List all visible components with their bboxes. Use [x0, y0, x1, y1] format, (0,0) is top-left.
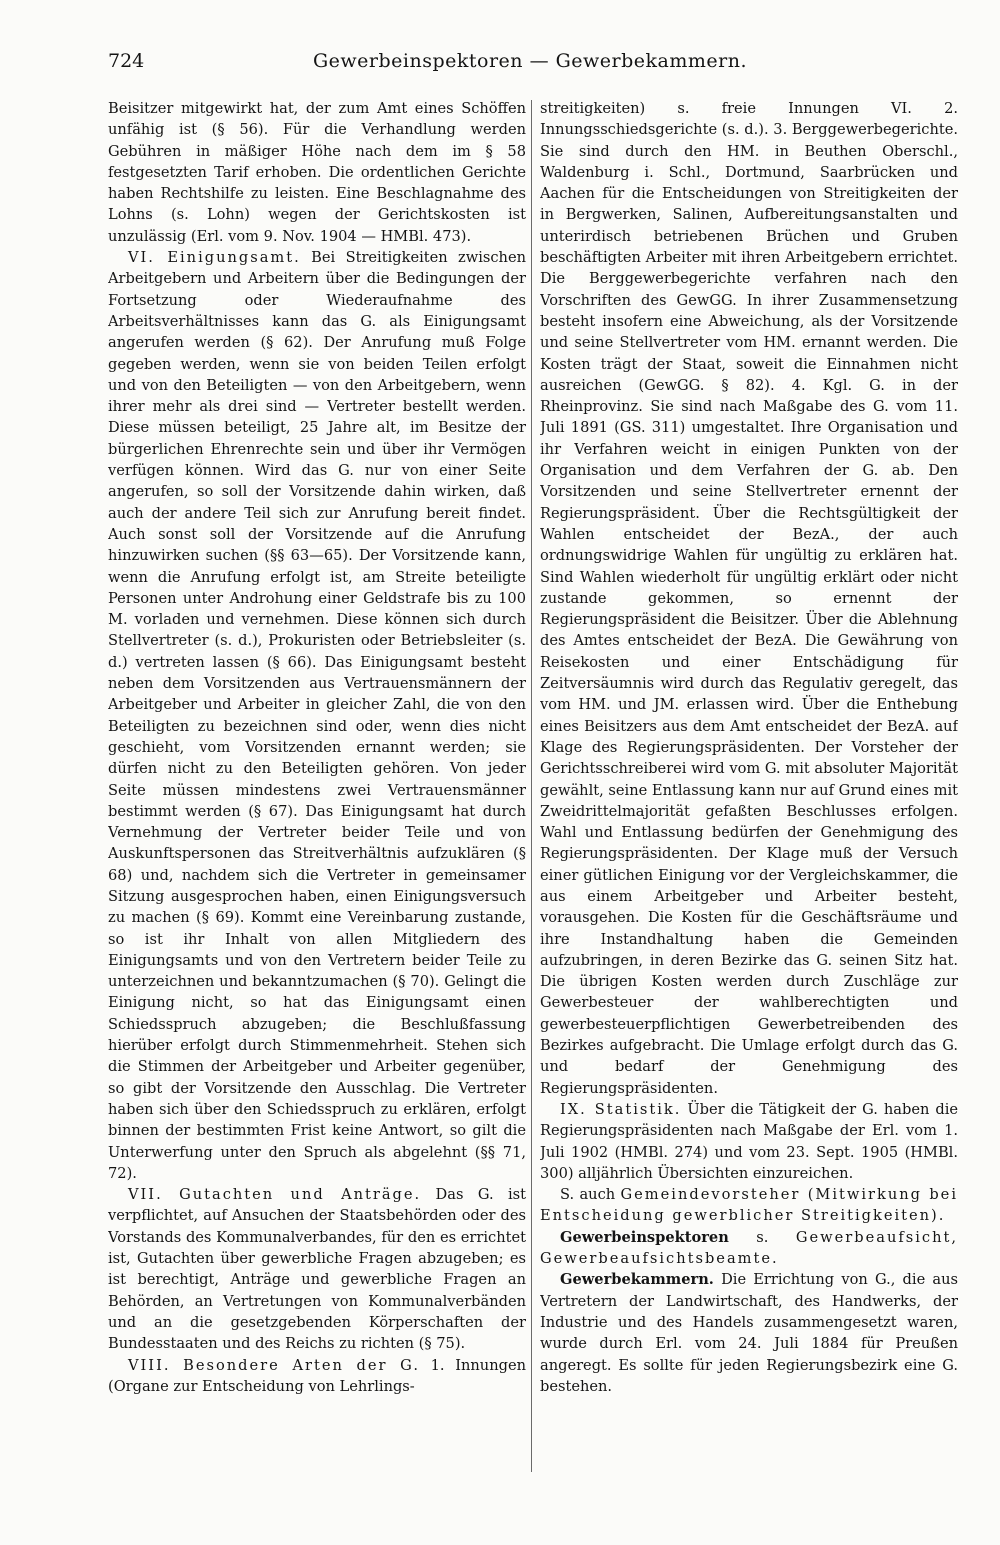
- section-statistik: [540, 1099, 958, 1184]
- paragraph-text: streitigkeiten) s. freie Innungen VI. 2. Innungsschiedsgerichte (s. d.). 3. Berggewerbegerichte. Sie sind durch den HM. in Beuthen Oberschl., Waldenburg i. Schl., Dortmund, Saarbrücken und Aachen für die Entscheidungen von Streitigkeiten der in Bergwerken, Salinen, Aufbereitungsanstalten und unterirdisch betriebenen Brüchen und Gruben beschäftigten Arbeiter mit ihren Arbeitgebern errichtet. Die Berggewerbegerichte verfahren nach den Vorschriften des GewGG. In ihrer Zusammensetzung besteht insofern eine Abweichung, als der Vorsitzende und seine Stellvertreter vom HM. ernannt werden. Die Kosten trägt der Staat, soweit die Einnahmen nicht ausreichen (GewGG. § 82). 4. Kgl. G. in der Rheinprovinz. Sie sind nach Maßgabe des G. vom 11. Juli 1891 (GS. 311) umgestaltet. Ihre Organisation und ihr Verfahren weicht in einigen Punkten von der Organisation und dem Verfahren der G. ab. Den Vorsitzenden und seine Stellvertreter ernennt der Regierungspräsident. Über die Rechtsgültigkeit der Wahlen entscheidet der BezA., der auch ordnungswidrige Wahlen für ungültig zu erklären hat. Sind Wahlen wiederholt für ungültig erklärt oder nicht zustande gekommen, so ernennt der Regierungspräsident die Beisitzer. Über die Ablehnung des Amtes entscheidet der BezA. Die Gewährung von Reisekosten und einer Entschädigung für Zeitversäumnis wird durch das Regulativ geregelt, das vom HM. und JM. erlassen wird. Über die Enthebung eines Beisitzers aus dem Amt entscheidet der BezA. auf Klage des Regierungspräsidenten. Der Vorsteher der Gerichtsschreiberei wird vom G. mit absoluter Majorität gewählt, seine Entlassung kann nur auf Grund eines mit Zweidrittelmajorität gefaßten Beschlusses erfolgen. Wahl und Entlassung bedürfen der Genehmigung des Regierungspräsidenten. Der Klage muß der Versuch einer gütlichen Einigung vor der Vergleichskammer, die aus einem Arbeitgeber und Arbeiter besteht, vorausgehen. Die Kosten für die Geschäftsräume und ihre Instandhaltung haben die Gemeinden aufzubringen, in deren Bezirke das G. seinen Sitz hat. Die übrigen Kosten werden durch Zuschläge zur Gewerbesteuer der wahlberechtigten und gewerbesteuerpflichtigen Gewerbetreibenden des Bezirkes aufgebracht. Die Umlage erfolgt durch das G. und bedarf der Genehmigung des Regierungspräsidenten.: [540, 100, 958, 1097]
- reference-prefix: S. auch: [560, 1186, 621, 1204]
- section-text: Bei Streitigkeiten zwischen Arbeitgebern und Arbeitern über die Bedingungen der Fortsetzung oder Wiederaufnahme des Arbeitsverhältnisses kann das G. als Einigungsamt angerufen werden (§ 62). Der Anrufung muß Folge gegeben werden, wenn sie von beiden Teilen erfolgt und von den Beteiligten — von den Arbeitgebern, wenn ihrer mehr als drei sind — Vertreter bestellt werden. Diese müssen beteiligt, 25 Jahre alt, im Besitze der bürgerlichen Ehrenrechte sein und über ihr Vermögen verfügen können. Wird das G. nur von einer Seite angerufen, so soll der Vorsitzende dahin wirken, daß auch der andere Teil sich zur Anrufung bereit findet. Auch sonst soll der Vorsitzende auf die Anrufung hinzuwirken suchen (§§ 63—65). Der Vorsitzende kann, wenn die Anrufung erfolgt ist, am Streite beteiligte Personen unter Androhung einer Geldstrafe bis zu 100 M. vorladen und vernehmen. Diese können sich durch Stellvertreter (s. d.), Prokuristen oder Betriebsleiter (s. d.) vertreten lassen (§ 66). Das Einigungsamt besteht neben dem Vorsitzenden aus Vertrauensmännern der Arbeitgeber und Arbeiter in gleicher Zahl, die von den Beteiligten zu bezeichnen sind oder, wenn dies nicht geschieht, vom Vorsitzenden ernannt werden; sie dürfen nicht zu den Beteiligten gehören. Von jeder Seite müssen mindestens zwei Vertrauensmänner bestimmt werden (§ 67). Das Einigungsamt hat durch Vernehmung der Vertreter beider Teile und von Auskunftspersonen das Streitverhältnis aufzuklären (§ 68) und, nachdem sich die Vertreter in gemeinsamer Sitzung ausgesprochen haben, einen Einigungsversuch zu machen (§ 69). Kommt eine Vereinbarung zustande, so ist ihr Inhalt von allen Mitgliedern des Einigungsamts und von den Vertretern beider Teile zu unterzeichnen und bekanntzumachen (§ 70). Gelingt die Einigung nicht, so hat das Einigungsamt einen Schiedsspruch abzugeben; die Beschlußfassung hierüber erfolgt durch Stimmenmehrheit. Stehen sich die Stimmen der Arbeitgeber und Arbeiter gegenüber, so gibt der Vorsitzende den Ausschlag. Die Vertreter haben sich über den Schiedsspruch zu erklären, erfolgt binnen der bestimmten Frist keine Antwort, so gilt die Unterwerfung unter den Spruch als abgelehnt (§§ 71, 72).: [108, 249, 526, 1182]
- reference-target: Gewerbeaufsicht, Gewerbeaufsichtsbeamte.: [540, 1228, 958, 1268]
- entry-gewerbeinspektoren: [540, 1227, 958, 1270]
- entry-text: Die Errichtung von G., die aus Vertretern der Landwirtschaft, des Handwerks, der Industrie und des Handels zusammengesetzt waren, wurde durch Erl. vom 24. Juli 1884 für Preußen angeregt. Es sollte für jeden Regierungsbezirk eine G. bestehen.: [540, 1271, 958, 1395]
- reference-target: Gemeindevorsteher (Mitwirkung bei Entscheidung gewerblicher Streitigkeiten).: [540, 1186, 958, 1225]
- entry-headword: Gewerbekammern.: [560, 1271, 714, 1289]
- page-number: 724: [108, 50, 145, 72]
- section-text: Das G. ist verpflichtet, auf Ansuchen der Staatsbehörden oder des Vorstands des Kommunalverbandes, für den es errichtet ist, Gutachten über gewerbliche Fragen abzugeben; es ist berechtigt, Anträge und gewerbliche Fragen an Behörden, an Vertretungen von Kommunalverbänden und an die gesetzgebenden Körperschaften der Bundesstaaten und des Reichs zu richten (§ 75).: [108, 1186, 526, 1353]
- section-heading: VIII. Besondere Arten der G.: [128, 1356, 420, 1374]
- section-besondere-arten: [108, 1355, 526, 1398]
- column-divider: [531, 100, 532, 1472]
- running-title: Gewerbeinspektoren — Gewerbekammern.: [312, 50, 747, 72]
- paragraph-continuation: [540, 98, 958, 1099]
- section-heading: VI. Einigungsamt.: [128, 249, 301, 267]
- section-gutachten: [108, 1184, 526, 1354]
- reference-prefix: s.: [728, 1228, 796, 1246]
- page-header: [108, 48, 952, 74]
- cross-reference: [540, 1184, 958, 1227]
- entry-headword: Gewerbeinspektoren: [560, 1228, 729, 1246]
- paragraph-continuation: [108, 98, 526, 247]
- entry-gewerbekammern: [540, 1269, 958, 1397]
- right-column: [540, 98, 958, 1470]
- section-text: 1. Innungen (Organe zur Entscheidung von Lehrlings-: [108, 1356, 526, 1395]
- section-heading: IX. Statistik.: [560, 1100, 682, 1118]
- section-heading: VII. Gutachten und Anträge.: [128, 1186, 422, 1204]
- left-column: [108, 98, 526, 1470]
- paragraph-text: Beisitzer mitgewirkt hat, der zum Amt eines Schöffen unfähig ist (§ 56). Für die Verhandlung werden Gebühren in mäßiger Höhe nach dem im § 58 festgesetzten Tarif erhoben. Die ordentlichen Gerichte haben Rechtshilfe zu leisten. Eine Beschlagnahme des Lohns (s. Lohn) wegen der Gerichtskosten ist unzulässig (Erl. vom 9. Nov. 1904 — HMBl. 473).: [108, 100, 526, 245]
- section-einigungsamt: [108, 247, 526, 1184]
- section-text: Über die Tätigkeit der G. haben die Regierungspräsidenten nach Maßgabe der Erl. vom 1. Juli 1902 (HMBl. 274) und vom 23. Sept. 1905 (HMBl. 300) alljährlich Übersichten einzureichen.: [540, 1100, 958, 1182]
